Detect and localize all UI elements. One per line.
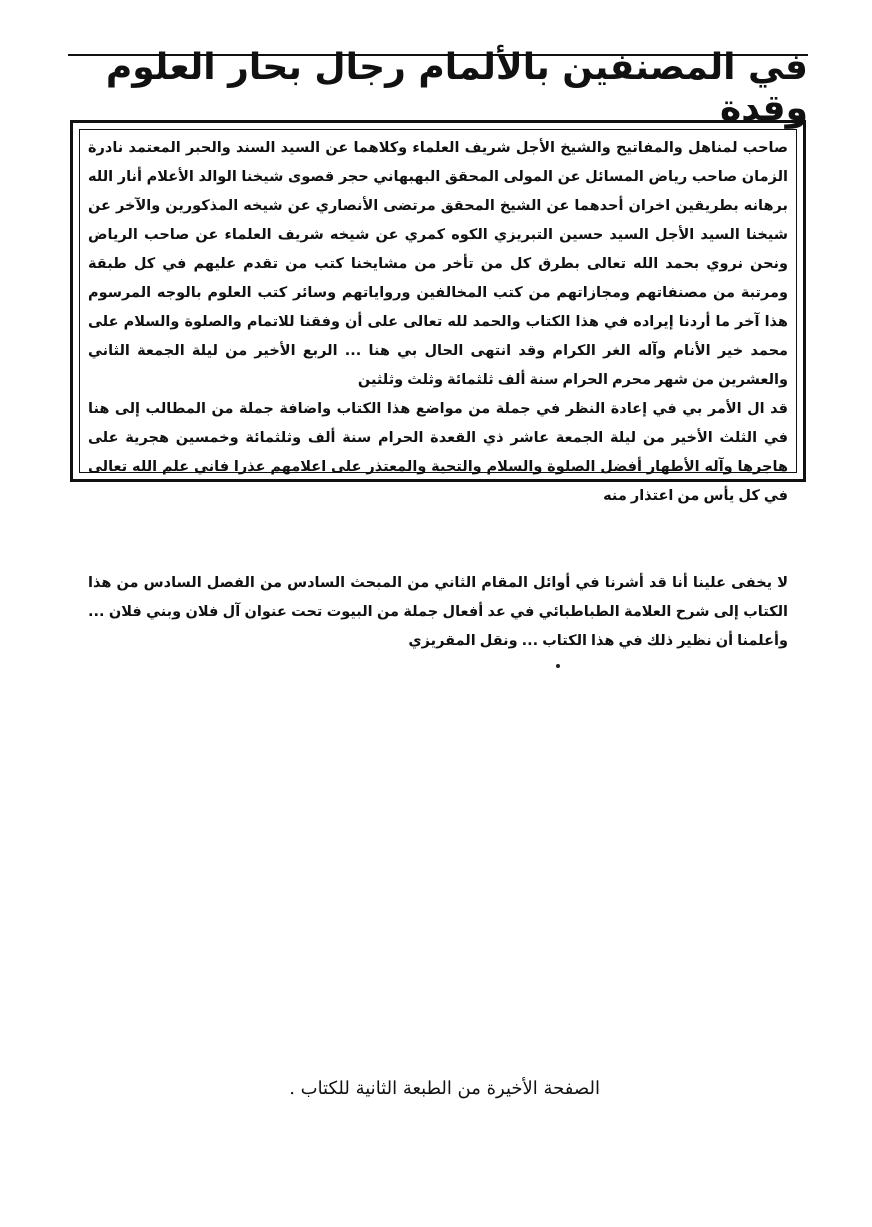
manuscript-paragraph-1: صاحب لمناهل والمفاتيح والشيخ الأجل شريف العلماء وكلاهما عن السيد السند والحبر المعتمد نادرة الزمان صاحب رياض المسائل عن المولى المحقق البهبهاني حجر قصوى شيخنا الوالد الأعلام أنار الله برهانه بطريقين اخران أحدهما عن الشيخ المحقق مرتضى الأنصاري عن شيخه المذكورين والآخر عن شيخنا السيد الأجل السيد حسين التبريزي الكوه كمري عن شيخه شريف العلماء عن صاحب الرياض ونحن نروي بحمد الله تعالى بطرق كل من تأخر من مشايخنا كتب من تقدم عليهم في كل طبقة ومرتبة من مصنفاتهم ومجازاتهم من كتب المخالفين ورواياتهم وسائر كتب العلوم بالوجه المرسوم هذا آخر ما أردنا إيراده في هذا الكتاب والحمد لله تعالى على أن وفقنا للاتمام والصلوة والسلام على محمد خير الأنام وآله الغر الكرام وقد انتهى الحال بي هنا ... الربع الأخير من ليلة الجمعة الثاني والعشرين من شهر محرم الحرام سنة ألف ثلثمائة وثلث وثلثين bbox=[88, 140, 788, 388]
paragraph-gap bbox=[88, 511, 788, 569]
manuscript-paragraph-3: لا يخفى علينا أنا قد أشرنا في أوائل المقام الثاني من المبحث السادس من الفصل السادس من هذا الكتاب إلى شرح العلامة الطباطبائي في عد أفعال جملة من البيوت تحت عنوان آل فلان وبني فلان ... وأعلمنا أن نظير ذلك في هذا الكتاب ... ونقل المقريزي bbox=[88, 575, 788, 649]
manuscript-text-area bbox=[79, 129, 797, 649]
page-caption: الصفحة الأخيرة من الطبعة الثانية للكتاب . bbox=[289, 1078, 600, 1099]
manuscript-paragraph-2: قد ال الأمر بي في إعادة النظر في جملة من مواضع هذا الكتاب واضافة جملة من المطالب إلى هنا في الثلث الأخير من ليلة الجمعة عاشر ذي القعدة الحرام سنة ألف وثلثمائة وخمسين هجرية على هاجرها وآله الأطهار أفضل الصلوة والسلام والتحية والمعتذر على اعلامهم عذرا فاني علم الله تعالى في كل يأس من اعتذار منه bbox=[88, 401, 788, 504]
ink-dot bbox=[556, 664, 560, 668]
page-title: في المصنفين بالألمام رجال بحار العلوم وقدة bbox=[105, 47, 808, 129]
manuscript-frame bbox=[70, 120, 806, 649]
